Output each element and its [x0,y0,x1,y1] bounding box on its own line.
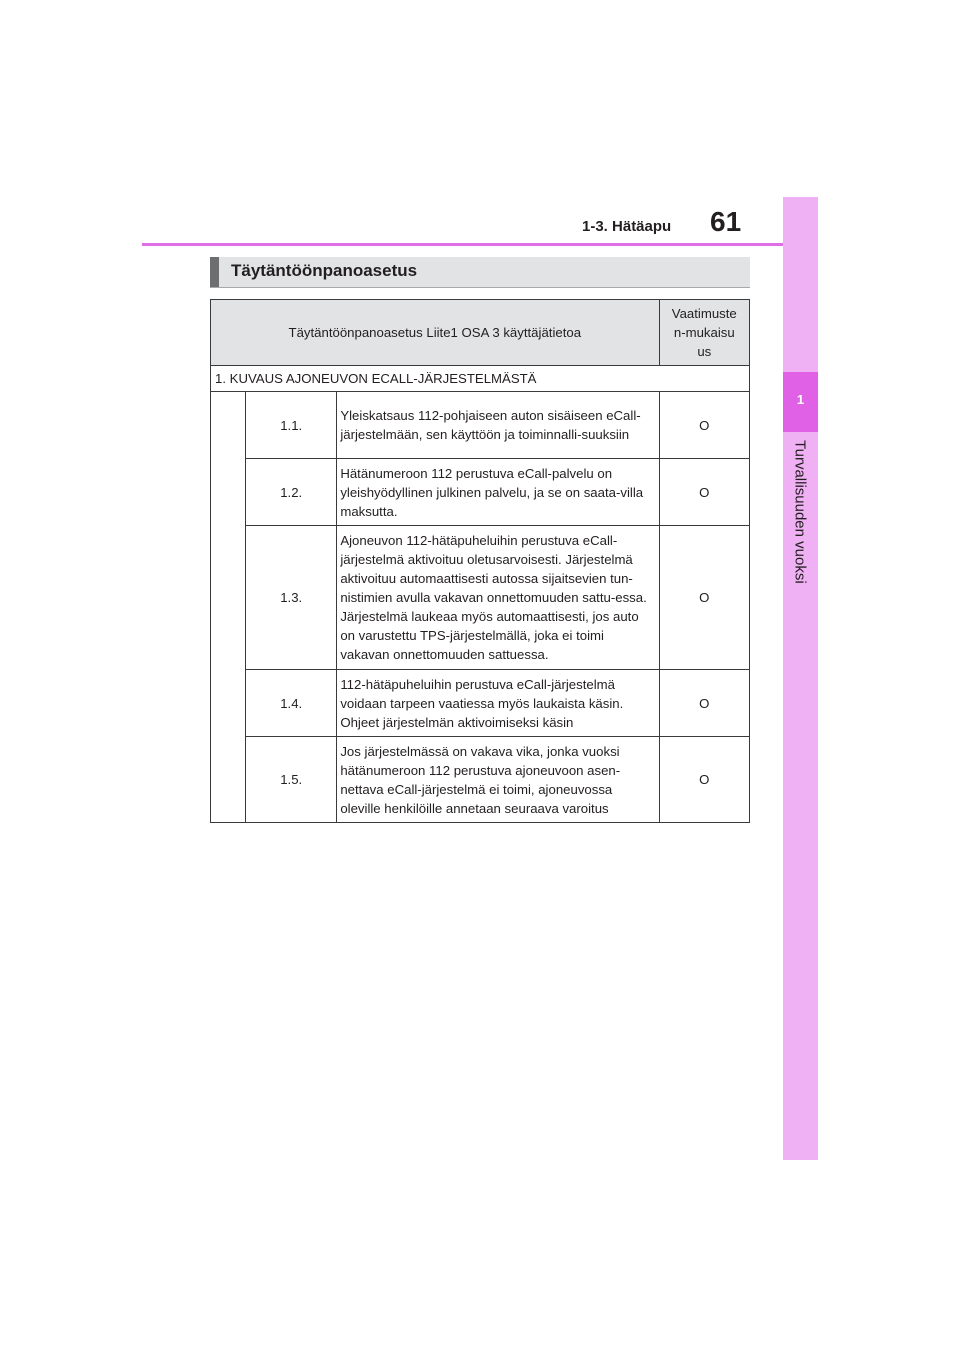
row-text: 112-hätäpuheluihin perustuva eCall-järjestelmä voidaan tarpeen vaatiessa myös laukaista käsin. Ohjeet järjestelmän aktivoimiseksi käsin [337,670,659,737]
table-row [211,459,750,526]
indent-cell [211,392,246,823]
section-heading [210,257,750,287]
table-row [211,392,750,459]
row-number: 1.4. [246,670,337,737]
side-tab [783,197,818,1160]
row-number: 1.1. [246,392,337,459]
header-rule [142,243,783,246]
row-text: Yleiskatsaus 112-pohjaiseen auton sisäiseen eCall-järjestelmään, sen käyttöön ja toiminnalli-suuksiin [337,392,659,459]
requirements-table [210,299,750,823]
row-number: 1.3. [246,526,337,670]
table-row [211,737,750,823]
section-heading-text: Täytäntöönpanoasetus [231,261,418,280]
row-mark: O [659,737,749,823]
row-mark: O [659,526,749,670]
table-row [211,526,750,670]
row-text: Hätänumeroon 112 perustuva eCall-palvelu on yleishyödyllinen julkinen palvelu, ja se on saata-villa maksutta. [337,459,659,526]
row-text: Jos järjestelmässä on vakava vika, jonka vuoksi hätänumeroon 112 perustuva ajoneuvoon asen-nettava eCall-järjestelmä ei toimi, ajoneuvossa oleville henkilöille annetaan seuraava varoitus [337,737,659,823]
row-mark: O [659,459,749,526]
side-tab-label: Turvallisuuden vuoksi [791,440,809,584]
section-row-text: 1. KUVAUS AJONEUVON ECALL-JÄRJESTELMÄSTÄ [211,366,750,392]
side-tab-number: 1 [796,392,805,407]
table-header-row [211,300,750,366]
row-mark: O [659,670,749,737]
header-description: Täytäntöönpanoasetus Liite1 OSA 3 käyttäjätietoa [211,300,660,366]
section-heading-underline [210,287,750,288]
row-mark: O [659,392,749,459]
row-text: Ajoneuvon 112-hätäpuheluihin perustuva eCall-järjestelmä aktivoituu oletusarvoisesti. Järjestelmä aktivoituu automaattisesti autossa sijaitsevien tun-nistimien avulla vakavan onnettomuuden sattu-essa. Järjestelmä laukeaa myös automaattisesti, jos auto on varustettu TPS-järjestelmällä, joka ei toimi vakavan onnettomuuden sattuessa. [337,526,659,670]
section-label: 1-3. Hätäapu [582,218,672,235]
table-section-row [211,366,750,392]
header-compliance-text: Vaatimusten-mukaisuus [671,306,737,359]
page-number: 61 [710,206,742,237]
row-number: 1.2. [246,459,337,526]
table-row [211,670,750,737]
row-number: 1.5. [246,737,337,823]
header-compliance [659,300,749,366]
